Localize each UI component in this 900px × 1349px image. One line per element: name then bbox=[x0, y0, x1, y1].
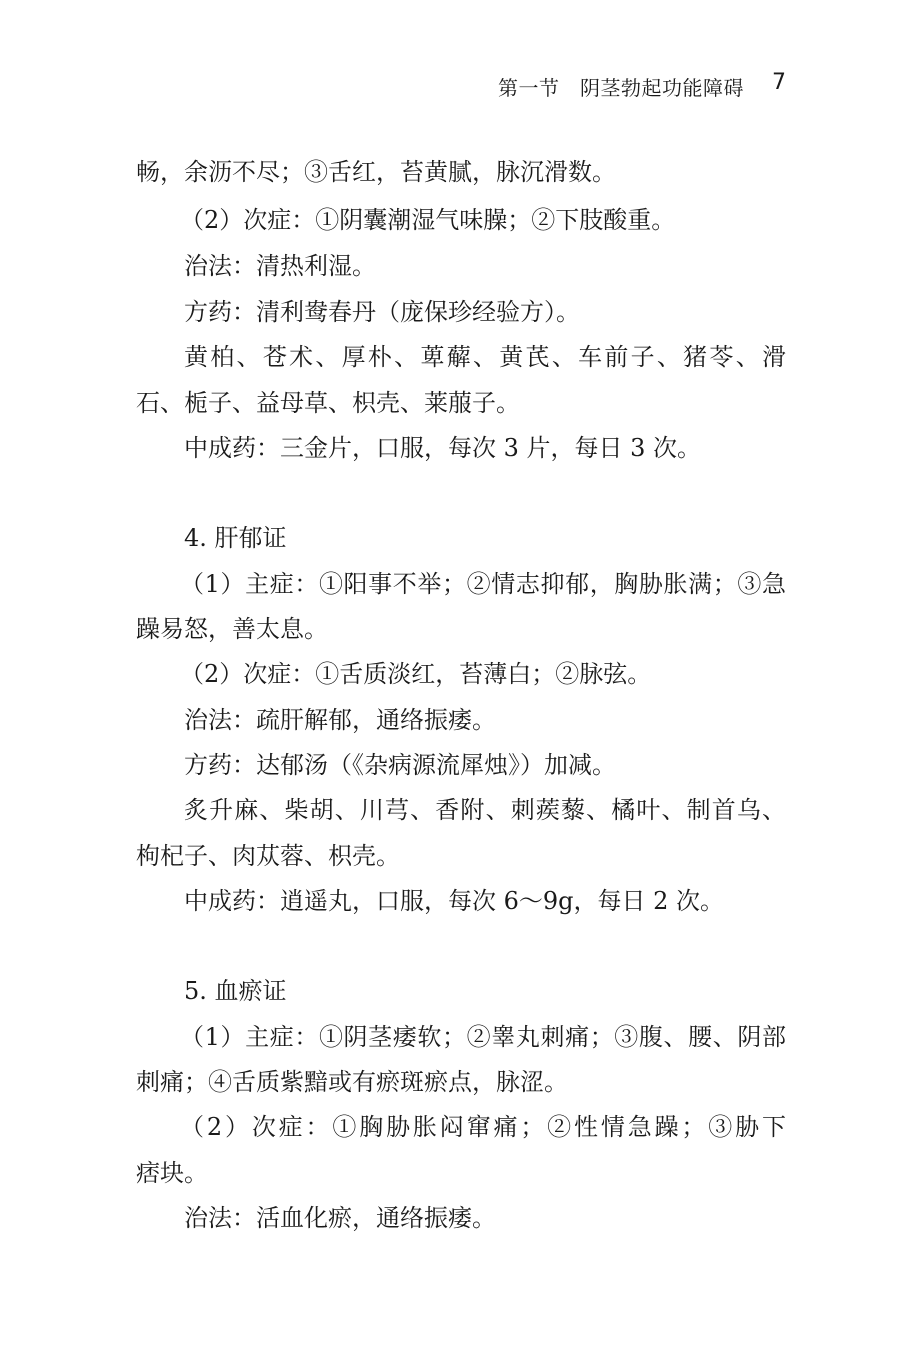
text-line: 中成药：三金片，口服，每次 3 片，每日 3 次。 bbox=[184, 434, 702, 462]
subsection-heading: 4. 肝郁证 bbox=[184, 524, 287, 552]
subsection-heading: 5. 血瘀证 bbox=[184, 977, 287, 1005]
text-line: 治法：活血化瘀，通络振痿。 bbox=[184, 1204, 496, 1232]
text-line: 刺痛；④舌质紫黯或有瘀斑瘀点，脉涩。 bbox=[136, 1068, 568, 1096]
text-line: 枸杞子、肉苁蓉、枳壳。 bbox=[136, 842, 400, 870]
text-line: 治法：疏肝解郁，通络振痿。 bbox=[184, 706, 496, 734]
text-line: 治法：清热利湿。 bbox=[184, 252, 376, 280]
running-header bbox=[0, 70, 900, 102]
text-line: 炙升麻、柴胡、川芎、香附、刺蒺藜、橘叶、制首乌、 bbox=[184, 796, 786, 824]
text-line: 畅，余沥不尽；③舌红，苔黄腻，脉沉滑数。 bbox=[136, 158, 616, 186]
text-line: 痞块。 bbox=[136, 1159, 208, 1187]
text-line: （1）主症：①阴茎痿软；②睾丸刺痛；③腹、腰、阴部 bbox=[180, 1023, 786, 1051]
text-line: 石、栀子、益母草、枳壳、莱菔子。 bbox=[136, 389, 520, 417]
section-title: 第一节 阴茎勃起功能障碍 bbox=[498, 76, 744, 100]
text-line: （1）主症：①阳事不举；②情志抑郁，胸胁胀满；③急 bbox=[180, 570, 786, 598]
page-number: 7 bbox=[772, 70, 786, 95]
text-line: （2）次症：①舌质淡红，苔薄白；②脉弦。 bbox=[180, 660, 652, 688]
text-line: 黄柏、苍术、厚朴、萆薢、黄芪、车前子、猪苓、滑 bbox=[184, 343, 786, 371]
text-line: 方药：清利鸯春丹（庞保珍经验方）。 bbox=[184, 298, 580, 326]
text-line: 方药：达郁汤（《杂病源流犀烛》）加减。 bbox=[184, 751, 616, 779]
text-line: 躁易怒，善太息。 bbox=[136, 615, 328, 643]
text-line: （2）次症：①胸胁胀闷窜痛；②性情急躁；③胁下 bbox=[180, 1113, 786, 1141]
text-line: 中成药：逍遥丸，口服，每次 6～9g，每日 2 次。 bbox=[184, 887, 725, 915]
text-line: （2）次症：①阴囊潮湿气味臊；②下肢酸重。 bbox=[180, 206, 676, 234]
